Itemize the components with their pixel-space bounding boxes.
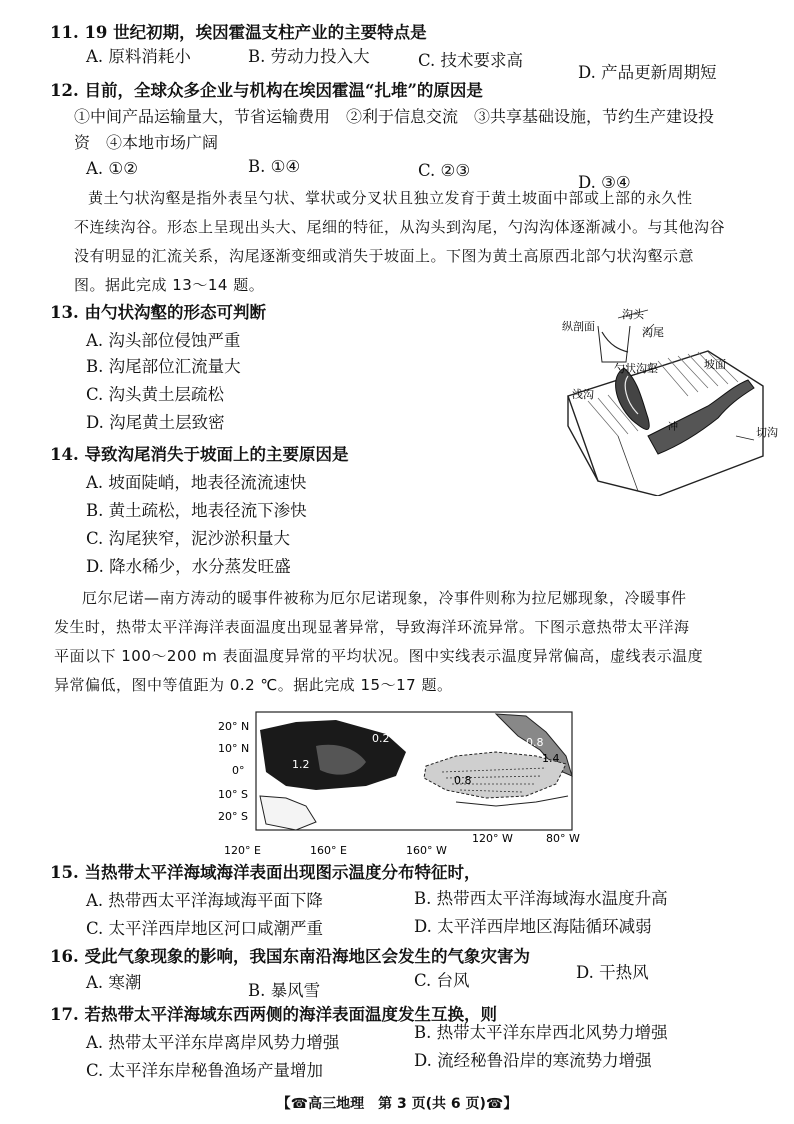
label-tail: 沟尾 xyxy=(642,326,664,339)
label-spoon-gully: 勺状沟壑 xyxy=(614,362,658,375)
iso-label-1: 1.2 xyxy=(292,758,310,771)
lon-label: 160° E xyxy=(310,844,347,857)
profile-inset xyxy=(598,326,630,362)
q13-stem: 13. 由勺状沟壑的形态可判断 xyxy=(50,303,266,322)
label-head: 沟头 xyxy=(622,308,644,321)
q11-option-b: B. 劳动力投入大 xyxy=(248,47,370,66)
lon-label: 80° W xyxy=(546,832,580,845)
q15-option-b: B. 热带西太平洋海域海水温度升高 xyxy=(414,889,668,908)
q14-option-d: D. 降水稀少，水分蒸发旺盛 xyxy=(86,557,291,576)
passage-enso-line: 平面以下 100～200 m 表面温度异常的平均状况。图中实线表示温度异常偏高，虚线表示温度 xyxy=(54,647,704,665)
lon-label: 120° W xyxy=(472,832,513,845)
q13-option-b: B. 沟尾部位汇流量大 xyxy=(86,357,241,376)
iso-label-4: 1.4 xyxy=(542,752,560,765)
q15-option-c: C. 太平洋西岸地区河口咸潮严重 xyxy=(86,919,324,938)
q17-option-b: B. 热带太平洋东岸西北风势力增强 xyxy=(414,1023,668,1042)
q16-option-d: D. 干热风 xyxy=(576,963,649,982)
block-outline xyxy=(568,351,763,496)
passage-enso-line: 发生时，热带太平洋海洋表面温度出现显著异常，导致海洋环流异常。下图示意热带太平洋海 xyxy=(54,618,690,636)
sst-anomaly-map xyxy=(196,706,588,862)
passage-gully xyxy=(74,184,754,300)
lon-label: 160° W xyxy=(406,844,447,857)
iso-label-2: 0.2 xyxy=(372,732,390,745)
q12-stem: 12. 目前，全球众多企业与机构在埃因霍温“扎堆”的原因是 xyxy=(50,81,483,100)
q12-option-a: A. ①② xyxy=(86,159,138,178)
label-slope: 坡面 xyxy=(704,358,726,371)
q17-stem: 17. 若热带太平洋海域东西两侧的海洋表面温度发生互换，则 xyxy=(50,1005,497,1024)
q13-option-c: C. 沟头黄土层疏松 xyxy=(86,385,225,404)
q16-stem: 16. 受此气象现象的影响，我国东南沿海地区会发生的气象灾害为 xyxy=(50,947,530,966)
q15-option-a: A. 热带西太平洋海域海平面下降 xyxy=(86,891,323,910)
passage-enso-line: 异常偏低，图中等值距为 0.2 ℃。据此完成 15～17 题。 xyxy=(54,676,453,694)
lat-label: 20° N xyxy=(218,720,250,733)
iso-label-3: 0.8 xyxy=(526,736,544,749)
q16-option-c: C. 台风 xyxy=(414,971,470,990)
q11-option-c: C. 技术要求高 xyxy=(418,51,524,70)
passage-enso xyxy=(54,584,754,700)
q16-option-a: A. 寒潮 xyxy=(86,973,142,992)
page-footer: 【☎高三地理 第 3 页(共 6 页)☎】 xyxy=(276,1096,518,1112)
q16-option-b: B. 暴风雪 xyxy=(248,981,321,1000)
q12-conditions-line2: 资 ④本地市场广阔 xyxy=(74,133,219,152)
q15-option-d: D. 太平洋西岸地区海陆循环减弱 xyxy=(414,917,652,936)
q11-option-d: D. 产品更新周期短 xyxy=(578,63,717,82)
gully-diagram xyxy=(558,306,778,496)
iso-label-5: 0.8 xyxy=(454,774,472,787)
q13-option-d: D. 沟尾黄土层致密 xyxy=(86,413,225,432)
lat-label: 10° N xyxy=(218,742,250,755)
q12-conditions-line1: ①中间产品运输量大，节省运输费用 ②利于信息交流 ③共享基础设施，节约生产建设投 xyxy=(74,107,715,126)
q13-option-a: A. 沟头部位侵蚀严重 xyxy=(86,331,241,350)
passage-enso-line: 厄尔尼诺—南方涛动的暖事件被称为厄尔尼诺现象，冷事件则称为拉尼娜现象，冷暖事件 xyxy=(82,589,687,607)
q12-option-b: B. ①④ xyxy=(248,157,301,176)
q11-option-a: A. 原料消耗小 xyxy=(86,47,191,66)
lat-label: 0° xyxy=(232,764,245,777)
q14-option-a: A. 坡面陡峭，地表径流流速快 xyxy=(86,473,307,492)
q12-option-d: D. ③④ xyxy=(578,173,631,192)
passage-gully-line: 没有明显的汇流关系，沟尾逐渐变细或消失于坡面上。下图为黄土高原西北部勺状沟壑示意 xyxy=(74,247,695,265)
label-flush: 冲 xyxy=(668,422,678,433)
q17-option-c: C. 太平洋东岸秘鲁渔场产量增加 xyxy=(86,1061,324,1080)
q11-stem: 11. 19 世纪初期，埃因霍温支柱产业的主要特点是 xyxy=(50,23,427,42)
label-cut: 切沟 xyxy=(756,426,778,439)
passage-gully-line: 黄土勺状沟壑是指外表呈勺状、掌状或分叉状且独立发育于黄土坡面中部或上部的永久性 xyxy=(88,189,693,207)
lat-label: 10° S xyxy=(218,788,248,801)
q15-stem: 15. 当热带太平洋海域海洋表面出现图示温度分布特征时， xyxy=(50,863,481,882)
lat-label: 20° S xyxy=(218,810,248,823)
q14-option-b: B. 黄土疏松，地表径流下渗快 xyxy=(86,501,307,520)
q14-stem: 14. 导致沟尾消失于坡面上的主要原因是 xyxy=(50,445,349,464)
passage-gully-line: 图。据此完成 13～14 题。 xyxy=(74,276,265,294)
q12-option-c: C. ②③ xyxy=(418,161,471,180)
q14-option-c: C. 沟尾狭窄，泥沙淤积量大 xyxy=(86,529,291,548)
q17-option-a: A. 热带太平洋东岸离岸风势力增强 xyxy=(86,1033,340,1052)
q17-option-d: D. 流经秘鲁沿岸的寒流势力增强 xyxy=(414,1051,652,1070)
lon-label: 120° E xyxy=(224,844,261,857)
profile-curve xyxy=(602,332,628,352)
label-shallow: 浅沟 xyxy=(572,388,594,401)
label-profile: 纵剖面 xyxy=(562,320,595,333)
passage-gully-line: 不连续沟谷。形态上呈现出头大、尾细的特征，从沟头到沟尾，勺沟沟体逐渐减小。与其他沟谷 xyxy=(74,218,726,236)
